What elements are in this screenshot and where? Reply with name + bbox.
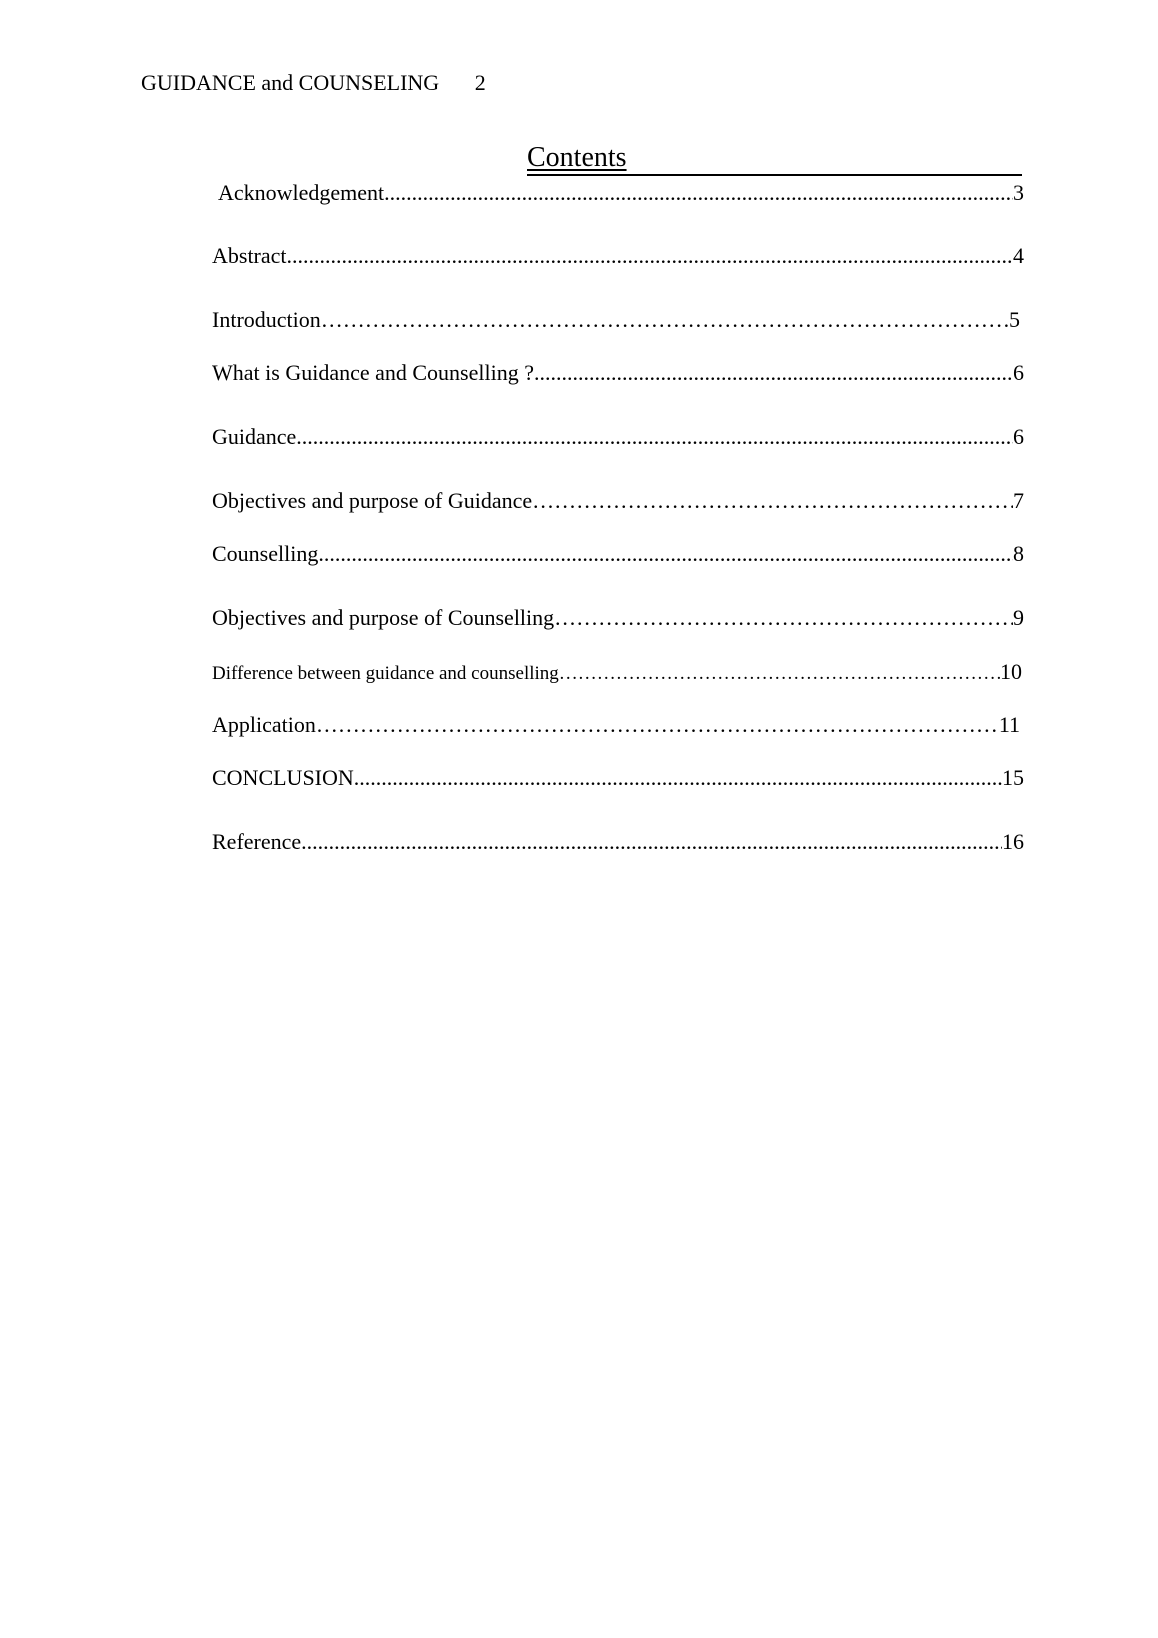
toc-entry-page: 4 [1013, 243, 1024, 268]
toc-entry-what-is-guidance[interactable] [212, 360, 1024, 386]
toc-entry-label: CONCLUSION [212, 765, 354, 790]
toc-entry-label: Reference [212, 829, 302, 854]
toc-entry-page: 10 [1000, 659, 1022, 684]
toc-entry-difference[interactable] [212, 659, 1022, 687]
toc-entry-conclusion[interactable] [212, 765, 1024, 791]
toc-leader [296, 424, 1013, 450]
toc-entry-label: Guidance [212, 424, 297, 449]
toc-entry-abstract[interactable] [212, 243, 1024, 269]
header-page-number: 2 [474, 70, 486, 95]
toc-entry-page: 15 [1002, 765, 1024, 790]
toc-entry-page: 5 [1009, 307, 1020, 332]
toc-entry-label: Application [212, 712, 316, 737]
toc-entry-objectives-counselling[interactable] [212, 605, 1024, 631]
toc-entry-page: 16 [1002, 829, 1024, 854]
toc-entry-label: Acknowledgement [218, 180, 385, 205]
toc-entry-page: 11 [998, 712, 1020, 737]
toc-entry-page: 6 [1013, 360, 1024, 385]
toc-leader [301, 829, 1002, 855]
toc-entry-counselling[interactable] [212, 541, 1024, 567]
toc-entry-objectives-guidance[interactable] [212, 488, 1024, 514]
toc-heading [527, 142, 1022, 176]
toc-leader [316, 712, 999, 738]
toc-leader [354, 765, 1002, 791]
toc-leader [321, 307, 1009, 333]
toc-leader [287, 243, 1013, 269]
toc-entry-introduction[interactable] [212, 307, 1020, 333]
toc-leader [534, 360, 1013, 386]
toc-leader [318, 541, 1013, 567]
toc-entry-reference[interactable] [212, 829, 1024, 855]
toc-entry-page: 3 [1013, 180, 1024, 205]
toc-entry-page: 6 [1013, 424, 1024, 449]
toc-entry-page: 7 [1013, 488, 1024, 513]
toc-heading-text: Contents [527, 142, 627, 173]
toc-entry-acknowledgement[interactable] [218, 180, 1024, 206]
toc-entry-page: 8 [1013, 541, 1024, 566]
toc-leader [384, 180, 1013, 206]
toc-entry-label: Difference between guidance and counselling [212, 663, 559, 684]
header-title: GUIDANCE and COUNSELING [141, 70, 440, 95]
toc-entry-label: Objectives and purpose of Guidance [212, 488, 533, 513]
toc-entry-label: Abstract [212, 243, 287, 268]
running-header [141, 70, 486, 96]
toc-entry-label: Counselling [212, 541, 319, 566]
toc-entry-page: 9 [1013, 605, 1024, 630]
toc-entry-label: Objectives and purpose of Counselling [212, 605, 555, 630]
toc-leader [559, 661, 1000, 687]
toc-entry-label: What is Guidance and Counselling ? [212, 360, 534, 385]
toc-leader [554, 605, 1013, 631]
toc-entry-application[interactable] [212, 712, 1020, 738]
toc-entry-label: Introduction [212, 307, 321, 332]
toc-entry-guidance[interactable] [212, 424, 1024, 450]
toc-leader [532, 488, 1013, 514]
